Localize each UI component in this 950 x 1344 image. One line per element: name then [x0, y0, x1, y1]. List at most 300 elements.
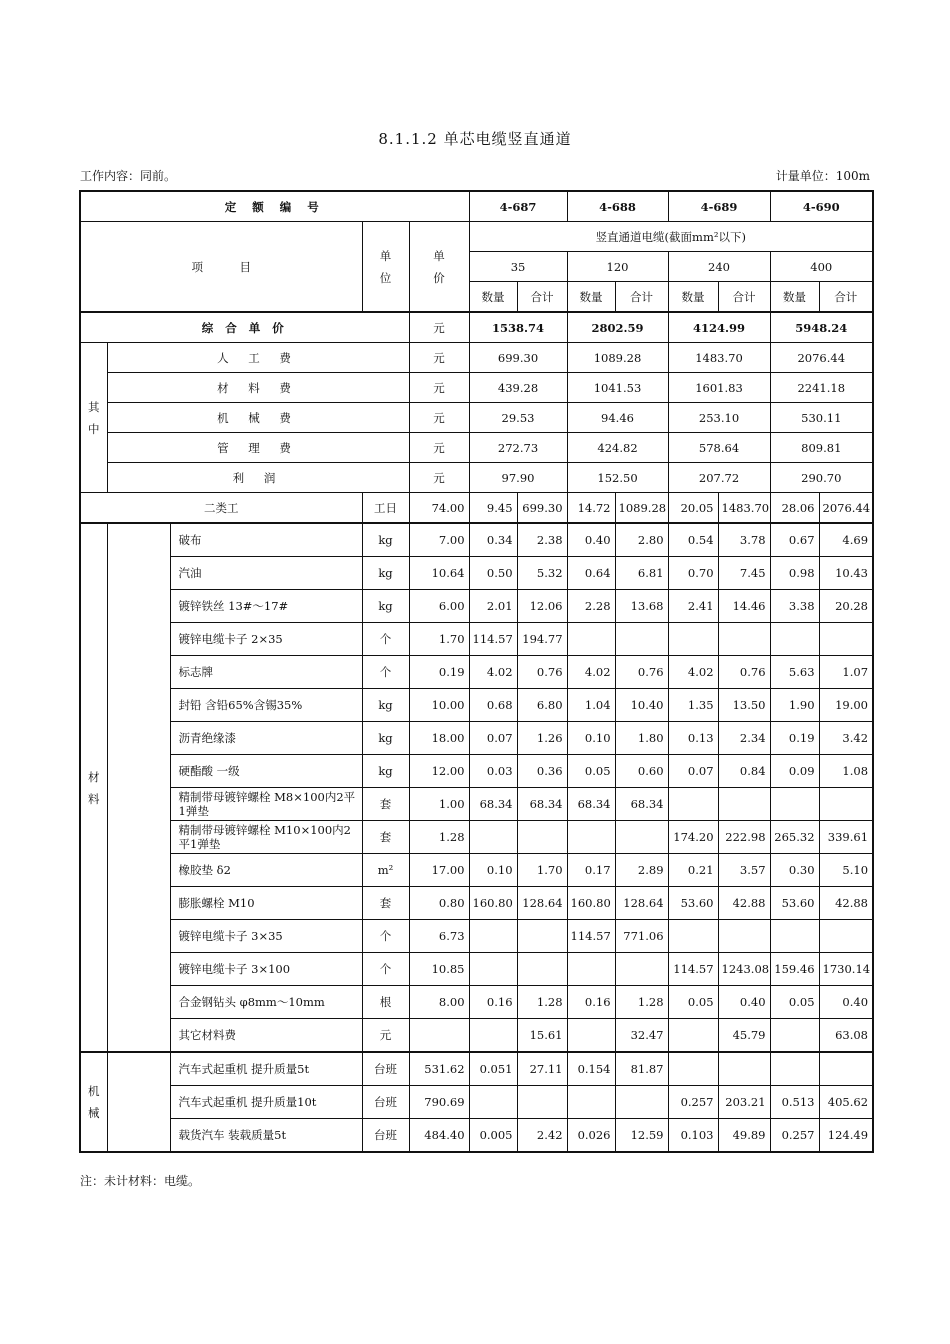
item-cell: 128.64 — [517, 887, 567, 920]
unit-header-2: 位 — [379, 270, 392, 285]
item-unit: 个 — [362, 623, 409, 656]
item-name: 汽车式起重机 提升质量5t — [170, 1052, 362, 1086]
item-name: 精制带母镀锌螺栓 M8×100内2平1弹垫 — [170, 788, 362, 821]
item-cell: 0.05 — [567, 755, 615, 788]
item-name: 封铅 含铅65%含锡35% — [170, 689, 362, 722]
cost-value: 1601.83 — [668, 373, 770, 403]
item-unit: 台班 — [362, 1086, 409, 1119]
item-cell: 68.34 — [615, 788, 668, 821]
machinery-label — [80, 1052, 107, 1152]
item-cell: 68.34 — [517, 788, 567, 821]
item-unit: 台班 — [362, 1119, 409, 1153]
quota-no-row — [80, 191, 873, 222]
item-price: 0.80 — [409, 887, 469, 920]
item-cell: 0.76 — [517, 656, 567, 689]
item-cell: 1243.08 — [718, 953, 770, 986]
item-cell: 68.34 — [469, 788, 517, 821]
item-unit: 套 — [362, 887, 409, 920]
item-price: 531.62 — [409, 1052, 469, 1086]
item-price: 7.00 — [409, 523, 469, 557]
item-cell: 10.40 — [615, 689, 668, 722]
item-cell: 15.61 — [517, 1019, 567, 1053]
item-cell: 128.64 — [615, 887, 668, 920]
item-price: 12.00 — [409, 755, 469, 788]
cost-value: 97.90 — [469, 463, 567, 493]
item-cell: 2.34 — [718, 722, 770, 755]
labor-cell: 20.05 — [668, 493, 718, 524]
item-cell: 1.90 — [770, 689, 819, 722]
item-cell: 265.32 — [770, 821, 819, 854]
item-cell: 12.59 — [615, 1119, 668, 1153]
item-cell: 12.06 — [517, 590, 567, 623]
material-row — [80, 755, 873, 788]
labor-cell: 2076.44 — [819, 493, 873, 524]
item-cell — [770, 920, 819, 953]
item-cell: 0.026 — [567, 1119, 615, 1153]
item-cell: 2.01 — [469, 590, 517, 623]
item-cell: 7.45 — [718, 557, 770, 590]
material-row — [80, 689, 873, 722]
item-cell: 0.257 — [770, 1119, 819, 1153]
item-unit: 套 — [362, 788, 409, 821]
item-cell: 0.10 — [469, 854, 517, 887]
item-cell — [469, 1086, 517, 1119]
machinery-row — [80, 1052, 873, 1086]
item-cell: 0.40 — [567, 523, 615, 557]
unit-of-measure: 计量单位：100m — [775, 169, 870, 183]
item-cell: 0.67 — [770, 523, 819, 557]
work-content: 工作内容：同前。 — [80, 169, 177, 183]
item-cell: 4.02 — [668, 656, 718, 689]
item-cell: 4.02 — [469, 656, 517, 689]
item-cell — [770, 1019, 819, 1053]
item-cell: 1.07 — [819, 656, 873, 689]
item-price: 1.00 — [409, 788, 469, 821]
item-name: 硬酯酸 一级 — [170, 755, 362, 788]
item-name: 标志牌 — [170, 656, 362, 689]
cost-value: 207.72 — [668, 463, 770, 493]
item-price: 8.00 — [409, 986, 469, 1019]
item-price: 10.85 — [409, 953, 469, 986]
labor-cell: 28.06 — [770, 493, 819, 524]
item-cell: 203.21 — [718, 1086, 770, 1119]
qty-label: 数量 — [770, 282, 819, 313]
item-unit: 根 — [362, 986, 409, 1019]
item-cell: 0.07 — [469, 722, 517, 755]
item-cell: 2.80 — [615, 523, 668, 557]
item-price — [409, 1019, 469, 1053]
cost-value: 809.81 — [770, 433, 873, 463]
item-cell: 63.08 — [819, 1019, 873, 1053]
quota-code: 4-688 — [567, 191, 668, 222]
item-cell — [517, 821, 567, 854]
item-cell: 0.257 — [668, 1086, 718, 1119]
group-label: 竖直通道电缆(截面mm²以下) — [469, 222, 873, 252]
cost-name: 材 料 费 — [107, 373, 409, 403]
item-name: 精制带母镀锌螺栓 M10×100内2平1弹垫 — [170, 821, 362, 854]
total-label: 合计 — [615, 282, 668, 313]
among-label — [80, 343, 107, 493]
item-cell: 0.513 — [770, 1086, 819, 1119]
item-cell: 0.60 — [615, 755, 668, 788]
item-cell — [819, 623, 873, 656]
item-cell — [469, 920, 517, 953]
item-cell: 13.68 — [615, 590, 668, 623]
quota-code: 4-687 — [469, 191, 567, 222]
cost-breakdown-row — [80, 463, 873, 493]
item-cell: 0.154 — [567, 1052, 615, 1086]
item-cell: 194.77 — [517, 623, 567, 656]
item-cell: 20.28 — [819, 590, 873, 623]
cost-breakdown-row — [80, 433, 873, 463]
item-unit: 套 — [362, 821, 409, 854]
item-cell: 5.63 — [770, 656, 819, 689]
unit-header-1: 单 — [379, 248, 392, 263]
quota-no-label: 定 额 编 号 — [80, 191, 469, 222]
item-cell: 0.051 — [469, 1052, 517, 1086]
item-cell: 13.50 — [718, 689, 770, 722]
item-cell — [718, 1052, 770, 1086]
page-title: 8.1.1.2 单芯电缆竖直通道 — [378, 130, 572, 148]
item-cell — [770, 1052, 819, 1086]
item-cell: 49.89 — [718, 1119, 770, 1153]
labor-cell: 1483.70 — [718, 493, 770, 524]
material-row — [80, 523, 873, 557]
quota-code: 4-690 — [770, 191, 873, 222]
cost-value: 253.10 — [668, 403, 770, 433]
item-unit: 台班 — [362, 1052, 409, 1086]
item-unit: kg — [362, 722, 409, 755]
materials-label-char-2: 料 — [88, 791, 100, 806]
item-cell: 2.89 — [615, 854, 668, 887]
among-label-char-1: 其 — [88, 399, 100, 414]
materials-label-char-1: 材 — [88, 769, 100, 784]
labor-cell: 1089.28 — [615, 493, 668, 524]
item-cell: 1.28 — [615, 986, 668, 1019]
item-cell: 53.60 — [668, 887, 718, 920]
item-cell: 4.02 — [567, 656, 615, 689]
item-cell: 0.50 — [469, 557, 517, 590]
item-cell: 0.03 — [469, 755, 517, 788]
item-cell: 2.42 — [517, 1119, 567, 1153]
item-cell — [567, 1019, 615, 1053]
labor-cell: 699.30 — [517, 493, 567, 524]
item-unit: kg — [362, 590, 409, 623]
material-row — [80, 623, 873, 656]
cost-value: 94.46 — [567, 403, 668, 433]
item-cell: 0.10 — [567, 722, 615, 755]
item-price: 6.73 — [409, 920, 469, 953]
item-cell — [770, 623, 819, 656]
item-cell: 0.09 — [770, 755, 819, 788]
cost-value: 424.82 — [567, 433, 668, 463]
cost-value: 699.30 — [469, 343, 567, 373]
item-unit: kg — [362, 523, 409, 557]
item-cell: 0.30 — [770, 854, 819, 887]
item-cell: 42.88 — [819, 887, 873, 920]
item-cell — [718, 623, 770, 656]
labor-name: 二类工 — [80, 493, 362, 524]
item-cell: 0.16 — [469, 986, 517, 1019]
item-cell: 6.80 — [517, 689, 567, 722]
item-unit: m² — [362, 854, 409, 887]
materials-label — [80, 523, 107, 1052]
machinery-row — [80, 1086, 873, 1119]
item-cell: 0.40 — [718, 986, 770, 1019]
item-price: 0.19 — [409, 656, 469, 689]
item-price: 790.69 — [409, 1086, 469, 1119]
item-cell: 0.05 — [668, 986, 718, 1019]
item-cell: 6.81 — [615, 557, 668, 590]
cost-unit: 元 — [409, 373, 469, 403]
labor-row — [80, 493, 873, 524]
item-cell: 2.28 — [567, 590, 615, 623]
item-cell: 160.80 — [567, 887, 615, 920]
cost-breakdown-row — [80, 403, 873, 433]
item-name: 其它材料费 — [170, 1019, 362, 1053]
item-cell: 0.68 — [469, 689, 517, 722]
composite-value: 1538.74 — [469, 312, 567, 343]
item-name: 合金钢钻头 φ8mm～10mm — [170, 986, 362, 1019]
item-cell: 0.17 — [567, 854, 615, 887]
material-row — [80, 854, 873, 887]
item-cell — [819, 1052, 873, 1086]
item-price: 10.64 — [409, 557, 469, 590]
material-row — [80, 953, 873, 986]
material-row — [80, 656, 873, 689]
item-price: 1.28 — [409, 821, 469, 854]
item-price: 1.70 — [409, 623, 469, 656]
item-cell: 1.08 — [819, 755, 873, 788]
item-cell: 1.28 — [517, 986, 567, 1019]
labor-cell: 14.72 — [567, 493, 615, 524]
item-name: 汽车式起重机 提升质量10t — [170, 1086, 362, 1119]
cost-value: 439.28 — [469, 373, 567, 403]
item-name: 沥青绝缘漆 — [170, 722, 362, 755]
labor-unit: 工日 — [362, 493, 409, 524]
item-price: 18.00 — [409, 722, 469, 755]
material-row — [80, 821, 873, 854]
cost-value: 29.53 — [469, 403, 567, 433]
cost-unit: 元 — [409, 463, 469, 493]
composite-value: 5948.24 — [770, 312, 873, 343]
item-label: 项 目 — [80, 222, 362, 313]
item-cell — [819, 920, 873, 953]
cost-value: 272.73 — [469, 433, 567, 463]
item-cell — [718, 920, 770, 953]
qty-label: 数量 — [567, 282, 615, 313]
price-header-1: 单 — [433, 248, 445, 263]
item-cell: 0.005 — [469, 1119, 517, 1153]
item-cell: 771.06 — [615, 920, 668, 953]
item-cell: 160.80 — [469, 887, 517, 920]
composite-value: 4124.99 — [668, 312, 770, 343]
item-unit: 个 — [362, 920, 409, 953]
cost-breakdown-row — [80, 373, 873, 403]
item-cell: 339.61 — [819, 821, 873, 854]
item-cell — [668, 788, 718, 821]
item-cell: 222.98 — [718, 821, 770, 854]
item-cell: 0.54 — [668, 523, 718, 557]
material-row — [80, 788, 873, 821]
item-cell: 0.40 — [819, 986, 873, 1019]
item-name: 镀锌电缆卡子 2×35 — [170, 623, 362, 656]
cost-name: 管 理 费 — [107, 433, 409, 463]
item-cell — [469, 953, 517, 986]
item-cell: 0.19 — [770, 722, 819, 755]
item-cell: 19.00 — [819, 689, 873, 722]
item-cell: 10.43 — [819, 557, 873, 590]
item-unit: kg — [362, 557, 409, 590]
item-unit: kg — [362, 689, 409, 722]
item-cell — [668, 1019, 718, 1053]
item-cell: 124.49 — [819, 1119, 873, 1153]
machinery-blank-column — [107, 1052, 170, 1152]
item-name: 橡胶垫 δ2 — [170, 854, 362, 887]
price-header-2: 价 — [433, 270, 445, 285]
cost-name: 人 工 费 — [107, 343, 409, 373]
item-cell: 45.79 — [718, 1019, 770, 1053]
cost-value: 290.70 — [770, 463, 873, 493]
item-cell: 68.34 — [567, 788, 615, 821]
cost-unit: 元 — [409, 433, 469, 463]
item-cell: 1.35 — [668, 689, 718, 722]
price-header — [409, 222, 469, 313]
composite-label: 综 合 单 价 — [80, 312, 409, 343]
cost-breakdown-row — [80, 343, 873, 373]
cost-unit: 元 — [409, 403, 469, 433]
item-cell — [615, 821, 668, 854]
item-cell: 159.46 — [770, 953, 819, 986]
item-unit: 个 — [362, 656, 409, 689]
item-cell: 14.46 — [718, 590, 770, 623]
item-cell: 405.62 — [819, 1086, 873, 1119]
item-cell: 3.42 — [819, 722, 873, 755]
composite-value: 2802.59 — [567, 312, 668, 343]
cost-value: 1041.53 — [567, 373, 668, 403]
quota-code: 4-689 — [668, 191, 770, 222]
unit-header — [362, 222, 409, 313]
item-cell: 0.76 — [615, 656, 668, 689]
header-row-group — [80, 222, 873, 252]
cost-value: 2241.18 — [770, 373, 873, 403]
item-cell: 1730.14 — [819, 953, 873, 986]
item-name: 破布 — [170, 523, 362, 557]
item-cell — [567, 1086, 615, 1119]
item-cell: 0.36 — [517, 755, 567, 788]
size-label: 35 — [469, 252, 567, 282]
cost-name: 机 械 费 — [107, 403, 409, 433]
item-cell: 2.41 — [668, 590, 718, 623]
composite-unit: 元 — [409, 312, 469, 343]
item-cell: 0.05 — [770, 986, 819, 1019]
among-label-char-2: 中 — [88, 421, 100, 436]
size-label: 120 — [567, 252, 668, 282]
item-price: 484.40 — [409, 1119, 469, 1153]
material-row — [80, 557, 873, 590]
item-cell: 5.10 — [819, 854, 873, 887]
item-cell — [469, 821, 517, 854]
item-cell: 1.26 — [517, 722, 567, 755]
item-cell: 174.20 — [668, 821, 718, 854]
item-cell: 81.87 — [615, 1052, 668, 1086]
material-row — [80, 722, 873, 755]
item-cell: 0.13 — [668, 722, 718, 755]
item-cell: 42.88 — [718, 887, 770, 920]
size-label: 240 — [668, 252, 770, 282]
item-cell: 0.84 — [718, 755, 770, 788]
item-name: 镀锌电缆卡子 3×35 — [170, 920, 362, 953]
item-cell: 3.78 — [718, 523, 770, 557]
item-cell — [615, 1086, 668, 1119]
cost-unit: 元 — [409, 343, 469, 373]
total-label: 合计 — [819, 282, 873, 313]
item-name: 镀锌电缆卡子 3×100 — [170, 953, 362, 986]
cost-value: 530.11 — [770, 403, 873, 433]
machinery-label-char-2: 械 — [88, 1106, 100, 1120]
item-cell — [517, 920, 567, 953]
qty-label: 数量 — [469, 282, 517, 313]
cost-name: 利 润 — [107, 463, 409, 493]
total-label: 合计 — [718, 282, 770, 313]
item-cell: 1.80 — [615, 722, 668, 755]
material-row — [80, 1019, 873, 1053]
quota-table — [79, 190, 874, 1153]
item-cell — [567, 623, 615, 656]
item-cell: 3.38 — [770, 590, 819, 623]
item-cell: 27.11 — [517, 1052, 567, 1086]
item-cell: 0.64 — [567, 557, 615, 590]
item-name: 载货汽车 装载质量5t — [170, 1119, 362, 1153]
item-cell: 0.34 — [469, 523, 517, 557]
item-cell: 0.21 — [668, 854, 718, 887]
item-cell — [770, 788, 819, 821]
labor-cell: 9.45 — [469, 493, 517, 524]
qty-label: 数量 — [668, 282, 718, 313]
item-cell: 5.32 — [517, 557, 567, 590]
material-row — [80, 887, 873, 920]
total-label: 合计 — [517, 282, 567, 313]
item-cell — [567, 821, 615, 854]
item-name: 镀锌铁丝 13#～17# — [170, 590, 362, 623]
item-cell: 1.04 — [567, 689, 615, 722]
item-cell: 4.69 — [819, 523, 873, 557]
item-cell — [819, 788, 873, 821]
item-cell: 2.38 — [517, 523, 567, 557]
item-cell: 1.70 — [517, 854, 567, 887]
item-cell: 0.98 — [770, 557, 819, 590]
composite-row — [80, 312, 873, 343]
item-cell — [567, 953, 615, 986]
cost-value: 578.64 — [668, 433, 770, 463]
item-unit: 个 — [362, 953, 409, 986]
item-cell: 0.103 — [668, 1119, 718, 1153]
machinery-label-char-1: 机 — [88, 1084, 100, 1098]
item-cell: 0.70 — [668, 557, 718, 590]
cost-value: 2076.44 — [770, 343, 873, 373]
material-row — [80, 986, 873, 1019]
item-cell: 3.57 — [718, 854, 770, 887]
cost-value: 1089.28 — [567, 343, 668, 373]
item-cell: 0.07 — [668, 755, 718, 788]
item-cell: 0.76 — [718, 656, 770, 689]
cost-value: 152.50 — [567, 463, 668, 493]
item-unit: 元 — [362, 1019, 409, 1053]
item-cell: 32.47 — [615, 1019, 668, 1053]
item-cell — [615, 623, 668, 656]
labor-price: 74.00 — [409, 493, 469, 524]
material-row — [80, 590, 873, 623]
